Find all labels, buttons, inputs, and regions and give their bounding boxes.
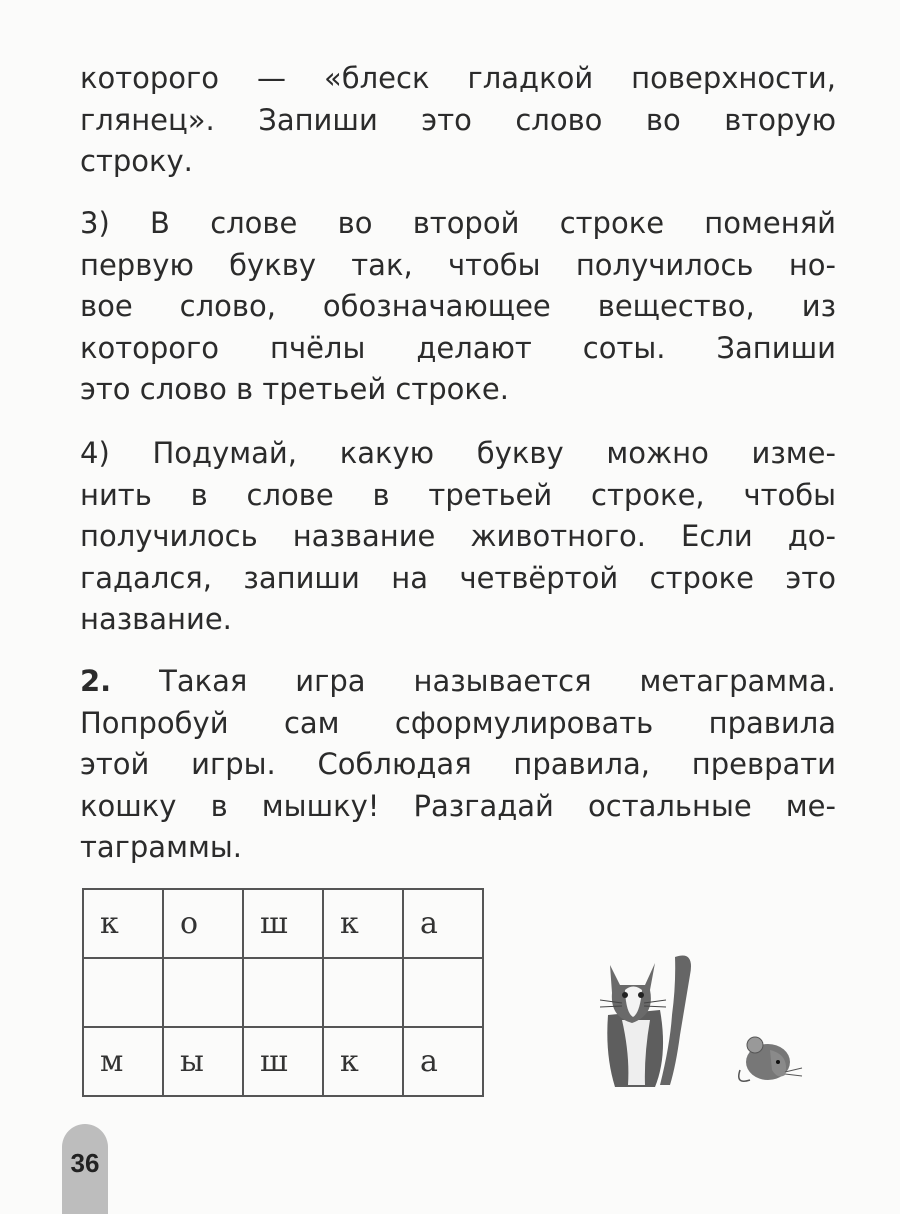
paragraph-1 (80, 58, 836, 183)
text-line: кошку в мышку! Разгадай остальные ме- (80, 788, 836, 823)
grid-cell: а (403, 889, 483, 958)
text-line: название. (80, 602, 232, 636)
page-number: 36 (70, 1148, 100, 1178)
grid-cell: ы (163, 1027, 243, 1096)
grid-cell: м (83, 1027, 163, 1096)
text-line: которого пчёлы делают соты. Запиши (80, 330, 836, 365)
text-line: гадался, запиши на четвёртой строке это (80, 560, 836, 595)
text-line: 4) Подумай, какую букву можно изме- (80, 436, 836, 470)
grid-cell-empty[interactable] (83, 958, 163, 1027)
grid-row (83, 958, 483, 1027)
text-line: этой игры. Соблюдая правила, преврати (80, 747, 836, 781)
grid-cell-empty[interactable] (323, 958, 403, 1027)
text-line: таграммы. (80, 830, 242, 864)
grid-cell: ш (243, 889, 323, 958)
text-line: строку. (80, 144, 193, 178)
grid-cell: ш (243, 1027, 323, 1096)
task-2 (80, 661, 836, 869)
text-line: Попробуй сам сформулировать правила (80, 705, 836, 740)
text-line: это слово в третьей строке. (80, 372, 509, 406)
text-line: которого — «блеск гладкой поверхности, (80, 61, 836, 95)
grid-cell: о (163, 889, 243, 958)
text-line: получилось название животного. Если до- (80, 519, 836, 553)
grid-row (83, 889, 483, 958)
grid-cell: к (323, 1027, 403, 1096)
text-line: первую букву так, чтобы получилось но- (80, 247, 836, 282)
text-line (80, 661, 836, 703)
paragraph-step-3 (80, 203, 836, 411)
text-line: вое слово, обозначающее вещество, из (80, 289, 836, 323)
grid-cell: к (323, 889, 403, 958)
mouse-illustration (730, 1030, 810, 1090)
text-line: глянец». Запиши это слово во вторую (80, 102, 836, 137)
text-line: 3) В слове во второй строке поменяй (80, 206, 836, 240)
grid-row (83, 1027, 483, 1096)
cat-illustration (600, 945, 710, 1095)
grid-cell-empty[interactable] (243, 958, 323, 1027)
grid-cell: к (83, 889, 163, 958)
page-number-tab (62, 1124, 108, 1214)
task-number: 2. (80, 664, 112, 698)
metagram-grid (82, 888, 484, 1097)
paragraph-step-4 (80, 433, 836, 641)
text-line: нить в слове в третьей строке, чтобы (80, 477, 836, 512)
grid-cell-empty[interactable] (403, 958, 483, 1027)
grid-cell: а (403, 1027, 483, 1096)
grid-cell-empty[interactable] (163, 958, 243, 1027)
text-span: Такая игра называется метаграмма. (111, 664, 836, 698)
